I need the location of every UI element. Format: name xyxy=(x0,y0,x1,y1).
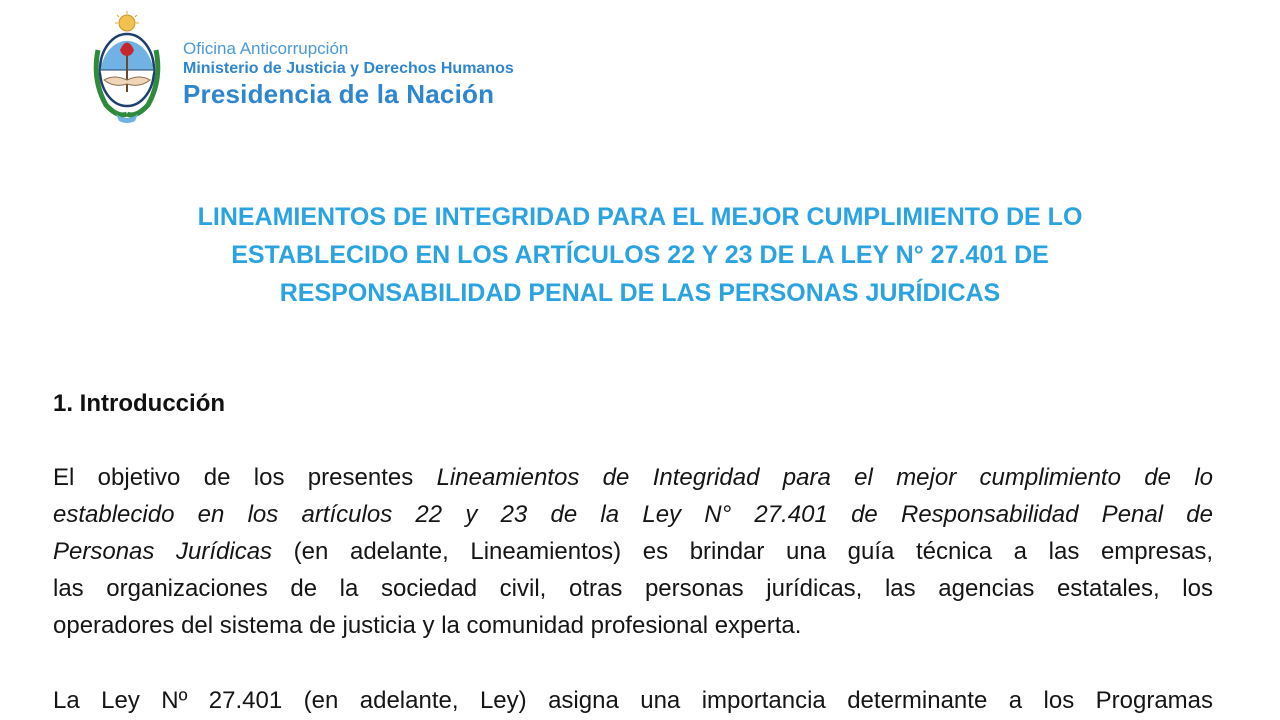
presidency-name: Presidencia de la Nación xyxy=(183,78,495,109)
italic-text-run: establecido en los artículos 22 y 23 de la Ley N° 27.401 de Responsabilidad Penal de xyxy=(53,501,1213,528)
title-line: ESTABLECIDO EN LOS ARTÍCULOS 22 Y 23 DE LA LEY N° 27.401 DE xyxy=(231,241,1049,269)
organization-block xyxy=(183,39,514,109)
section-heading: 1. Introducción xyxy=(53,390,226,417)
law-paragraph xyxy=(53,682,1213,719)
title-line: LINEAMIENTOS DE INTEGRIDAD PARA EL MEJOR CUMPLIMIENTO DE LO xyxy=(197,203,1083,231)
office-name: Oficina Anticorrupción xyxy=(183,38,349,58)
paragraph-line xyxy=(53,459,1213,496)
intro-paragraph xyxy=(53,459,1213,644)
italic-text-run: Personas Jurídicas xyxy=(53,538,273,565)
paragraph-line: La Ley Nº 27.401 (en adelante, Ley) asigna una importancia determinante a los Programas xyxy=(53,687,1213,714)
title-line: RESPONSABILIDAD PENAL DE LAS PERSONAS JURÍDICAS xyxy=(279,279,1001,307)
paragraph-line xyxy=(53,533,1213,570)
paragraph-line xyxy=(53,496,1213,533)
text-run: (en adelante, Lineamientos) es brindar una guía técnica a las empresas, xyxy=(272,538,1213,565)
paragraph-line: las organizaciones de la sociedad civil, otras personas jurídicas, las agencias estatales, los xyxy=(53,575,1213,602)
letterhead xyxy=(88,10,514,125)
document-title xyxy=(60,198,1220,312)
argentina-coat-of-arms-icon xyxy=(88,10,166,125)
ministry-name: Ministerio de Justicia y Derechos Humanos xyxy=(183,59,514,77)
paragraph-line: operadores del sistema de justicia y la comunidad profesional experta. xyxy=(53,612,802,639)
text-run: El objetivo de los presentes xyxy=(53,464,437,491)
italic-text-run: Lineamientos de Integridad para el mejor cumplimiento de lo xyxy=(436,464,1213,491)
